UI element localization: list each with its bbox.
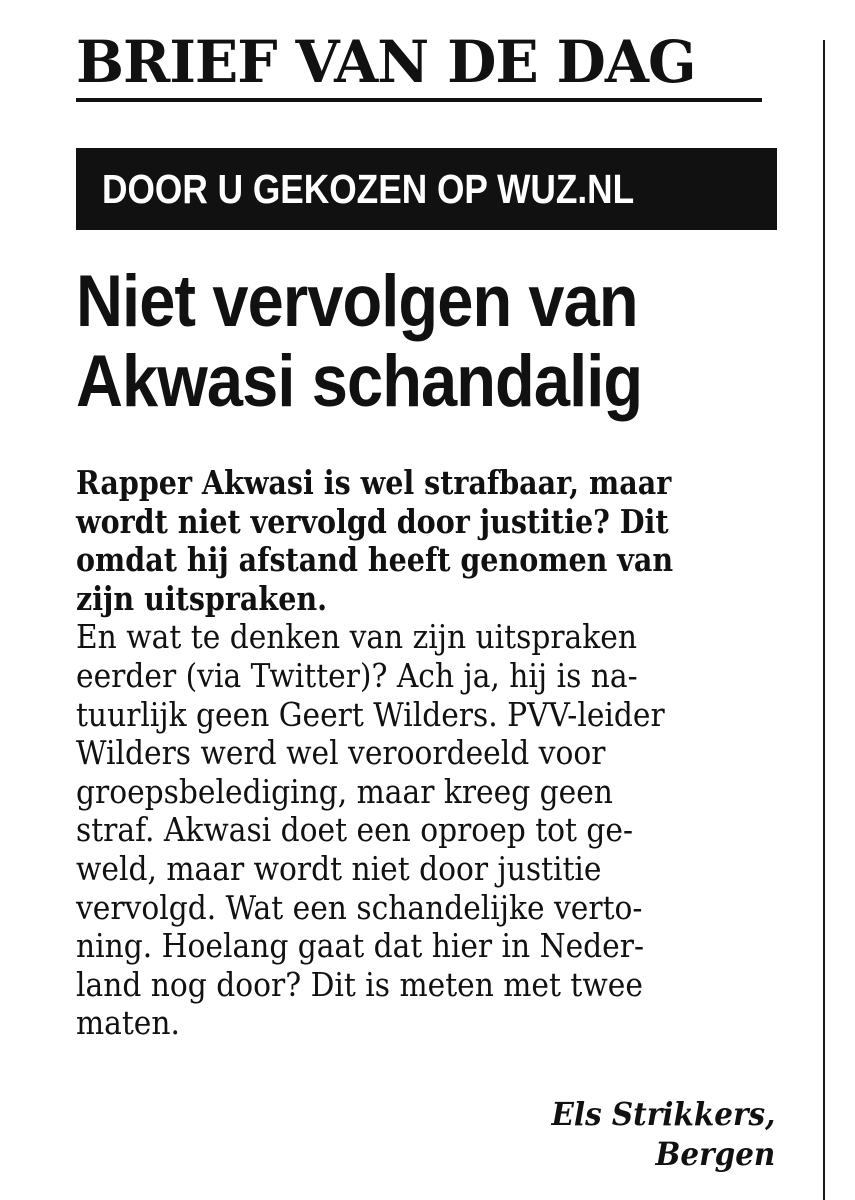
body-line: tuurlijk geen Geert Wilders. PVV-leider [76,694,665,734]
article-headline [76,262,796,422]
body-line: straf. Akwasi doet een oproep tot ge- [76,810,634,850]
author-signature [532,1094,775,1174]
body-line: groepsbelediging, maar kreeg geen [76,771,613,811]
headline-line: Akwasi schandalig [76,341,643,422]
author-name: Els Strikkers, [551,1095,775,1133]
body-line: weld, maar wordt niet door justitie [76,848,602,888]
headline-line: Niet vervolgen van [76,261,638,342]
article-body [76,464,796,1043]
body-line: eerder (via Twitter)? Ach ja, hij is na- [76,655,638,695]
masthead-underline [76,98,762,102]
source-banner-text: DOOR U GEKOZEN OP WUZ.NL [102,166,635,212]
lead-line: zijn uitspraken. [76,578,328,618]
body-line: maten. [76,1003,180,1043]
author-place: Bergen [655,1135,775,1173]
lead-line: Rapper Akwasi is wel strafbaar, maar [76,463,672,502]
column-divider [823,40,825,1200]
body-line: ning. Hoelang gaat dat hier in Neder- [76,926,644,966]
source-banner [76,148,777,230]
lead-line: wordt niet vervolgd door justitie? Dit [76,501,669,541]
body-line: vervolgd. Wat een schandelijke verto- [76,887,643,927]
body-line: Wilders werd wel veroordeeld voor [76,733,606,773]
body-line: En wat te denken van zijn uitspraken [76,617,637,657]
lead-line: omdat hij afstand heeft genomen van [76,540,674,580]
body-line: land nog door? Dit is meten met twee [76,964,643,1004]
masthead-title: BRIEF VAN DE DAG [76,28,696,96]
